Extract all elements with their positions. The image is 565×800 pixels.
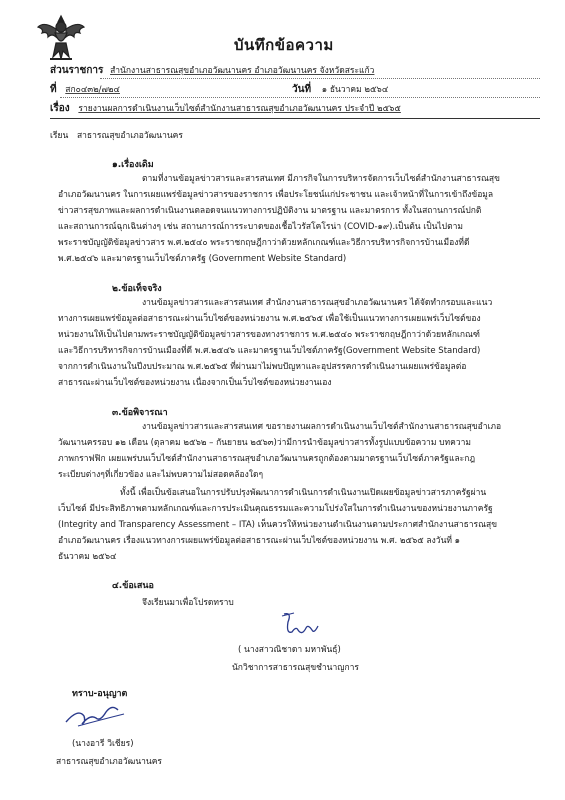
section-heading: ๔.ข้อเสนอ bbox=[112, 581, 154, 591]
subject-value: รายงานผลการดำเนินงานเว็บไซต์สำนักงานสาธารณสุขอำเภอวัฒนานคร ประจำปี ๒๕๖๕ bbox=[78, 104, 401, 114]
agency-label: ส่วนราชการ bbox=[50, 65, 104, 76]
paragraph-line: (Integrity and Transparency Assessment – ITA) เห็นควรให้หน่วยงานดำเนินงานตามประกาศสำนักงานสาธารณสุข bbox=[58, 520, 498, 530]
paragraph-line: อำเภอวัฒนานคร เรื่องแนวทางการเผยแพร่ข้อมูลต่อสาธารณะผ่านเว็บไซต์ของหน่วยงาน พ.ศ. ๒๕๖๕ ลงวันที่ ๑ bbox=[58, 536, 461, 546]
ref-value: สก๐๔๓๒/๗๒๔ bbox=[65, 85, 120, 95]
memo-title: บันทึกข้อความ bbox=[234, 36, 334, 54]
date-value: ๑ ธันวาคม ๒๕๖๔ bbox=[321, 85, 389, 95]
paragraph-line: ระเบียบต่างๆที่เกี่ยวข้อง และไม่พบความไม่สอดคล้องใดๆ bbox=[58, 470, 264, 480]
ref-row bbox=[50, 83, 120, 97]
approver-position: สาธารณสุขอำเภอวัฒนานคร bbox=[56, 757, 162, 767]
paragraph-line: และวิธีการบริหารกิจการบ้านเมืองที่ดี พ.ศ.๒๕๔๖ และมาตรฐานเว็บไซต์ภาครัฐ(Government Website Standard) bbox=[58, 346, 481, 356]
paragraph-line: สาธารณะผ่านเว็บไซต์ของหน่วยงาน เนื่องจากเป็นเว็บไซต์ของหน่วยงานเอง bbox=[58, 378, 332, 388]
paragraph-line: พระราชบัญญัติข้อมูลข่าวสาร พ.ศ.๒๕๔๐ พระราชกฤษฎีกาว่าด้วยหลักเกณฑ์และวิธีการบริหารกิจการบ้านเมืองที่ดี bbox=[58, 238, 470, 248]
subject-label: เรื่อง bbox=[50, 103, 70, 114]
paragraph-line: อำเภอวัฒนานคร ในการเผยแพร่ข้อมูลข่าวสารของราชการ เพื่อประโยชน์แก่ประชาชน และเจ้าหน้าที่ในการเข้าถึงข้อมูล bbox=[58, 190, 494, 200]
paragraph-line: วัฒนานครรอบ ๑๒ เดือน (ตุลาคม ๒๕๖๒ – กันยายน ๒๕๖๓)ว่ามีการนำข้อมูลข่าวสารทั้งรูปแบบข้อความ บทความ bbox=[58, 438, 471, 448]
paragraph-line: งานข้อมูลข่าวสารและสารสนเทศ ขอรายงานผลการดำเนินงานเว็บไซต์สำนักงานสาธารณสุขอำเภอ bbox=[142, 422, 502, 432]
signer-signature-icon bbox=[278, 610, 322, 640]
paragraph-line: เว็บไซต์ มีประสิทธิภาพตามหลักเกณฑ์และการประเมินคุณธรรมและความโปร่งใสในการดำเนินงานของหน่วยงานภาครัฐ bbox=[58, 504, 493, 514]
garuda-emblem-icon bbox=[36, 13, 86, 65]
paragraph-line: ข่าวสารสุขภาพและผลการดำเนินงานตลอดจนแนวทางการปฏิบัติงาน มาตรฐาน และมาตรการ ทั้งในสถานการณ์ปกติ bbox=[58, 206, 482, 216]
approver-signature-icon bbox=[60, 700, 140, 730]
paragraph-line: พ.ศ.๒๕๔๖ และมาตรฐานเว็บไซต์ภาครัฐ (Government Website Standard) bbox=[58, 254, 347, 264]
ref-label: ที่ bbox=[50, 84, 57, 95]
section-heading: ๑.เรื่องเดิม bbox=[112, 160, 154, 170]
date-row bbox=[292, 83, 388, 97]
agency-value: สำนักงานสาธารณสุขอำเภอวัฒนานคร อำเภอวัฒนานคร จังหวัดสระแก้ว bbox=[110, 66, 375, 76]
approver-name: (นางอารี วิเชียร) bbox=[72, 739, 134, 749]
closing-line: จึงเรียนมาเพื่อโปรดทราบ bbox=[142, 598, 234, 608]
paragraph-line: ธันวาคม ๒๕๖๔ bbox=[58, 552, 117, 562]
paragraph-line: หน่วยงานให้เป็นไปตามพระราชบัญญัติข้อมูลข่าวสารของทางราชการ พ.ศ.๒๕๔๐ พระราชกฤษฎีกาว่าด้วยหลักเกณฑ์ bbox=[58, 330, 480, 340]
signer-position: นักวิชาการสาธารณสุขชำนาญการ bbox=[232, 663, 359, 673]
signer-name: ( นางสาวณิชาดา มหาพันธุ์) bbox=[238, 645, 341, 655]
section-heading: ๒.ข้อเท็จจริง bbox=[112, 284, 162, 294]
to-value: สาธารณสุขอำเภอวัฒนานคร bbox=[76, 131, 183, 141]
paragraph-line: จากการดำเนินงานในปีงบประมาณ พ.ศ.๒๕๖๕ ที่ผ่านมาไม่พบปัญหาและอุปสรรคการดำเนินงานเผยแพร่ข้อมูลต่อ bbox=[58, 362, 467, 372]
subject-row bbox=[50, 102, 401, 116]
paragraph-line: ทั้งนี้ เพื่อเป็นข้อเสนอในการปรับปรุงพัฒนาการดำเนินการดำเนินงานเปิดเผยข้อมูลข่าวสารภาครัฐผ่าน bbox=[120, 488, 487, 498]
to-label: เรียน bbox=[50, 131, 69, 141]
to-row bbox=[50, 129, 183, 143]
paragraph-line: และสถานการณ์ฉุกเฉินต่างๆ เช่น สถานการณ์การระบาดของเชื้อไวรัสโคโรน่า (COVID-๑๙).เป็นต้น เป็นไปตาม bbox=[58, 222, 463, 232]
date-label: วันที่ bbox=[292, 84, 312, 95]
paragraph-line: งานข้อมูลข่าวสารและสารสนเทศ สำนักงานสาธารณสุขอำเภอวัฒนานคร ได้จัดทำกรอบและแนว bbox=[142, 298, 493, 308]
paragraph-line: ตามที่งานข้อมูลข่าวสารและสารสนเทศ มีภารกิจในการบริหารจัดการเว็บไซต์สำนักงานสาธารณสุข bbox=[142, 174, 500, 184]
section-heading: ๓.ข้อพิจารณา bbox=[112, 408, 168, 418]
paragraph-line: ทางการเผยแพร่ข้อมูลต่อสาธารณะผ่านเว็บไซต์ของหน่วยงาน พ.ศ.๒๕๖๕ เพื่อใช้เป็นแนวทางการเผยแพร่เว็บไซต์ของ bbox=[58, 314, 481, 324]
paragraph-line: ภาพกราฟฟิก เผยแพร่บนเว็บไซต์สำนักงานสาธารณสุขอำเภอวัฒนานครถูกต้องตามมาตรฐานเว็บไซต์ภาครัฐและกฎ bbox=[58, 454, 476, 464]
agency-row bbox=[50, 64, 374, 78]
approval-label: ทราบ-อนุญาต bbox=[72, 689, 128, 699]
